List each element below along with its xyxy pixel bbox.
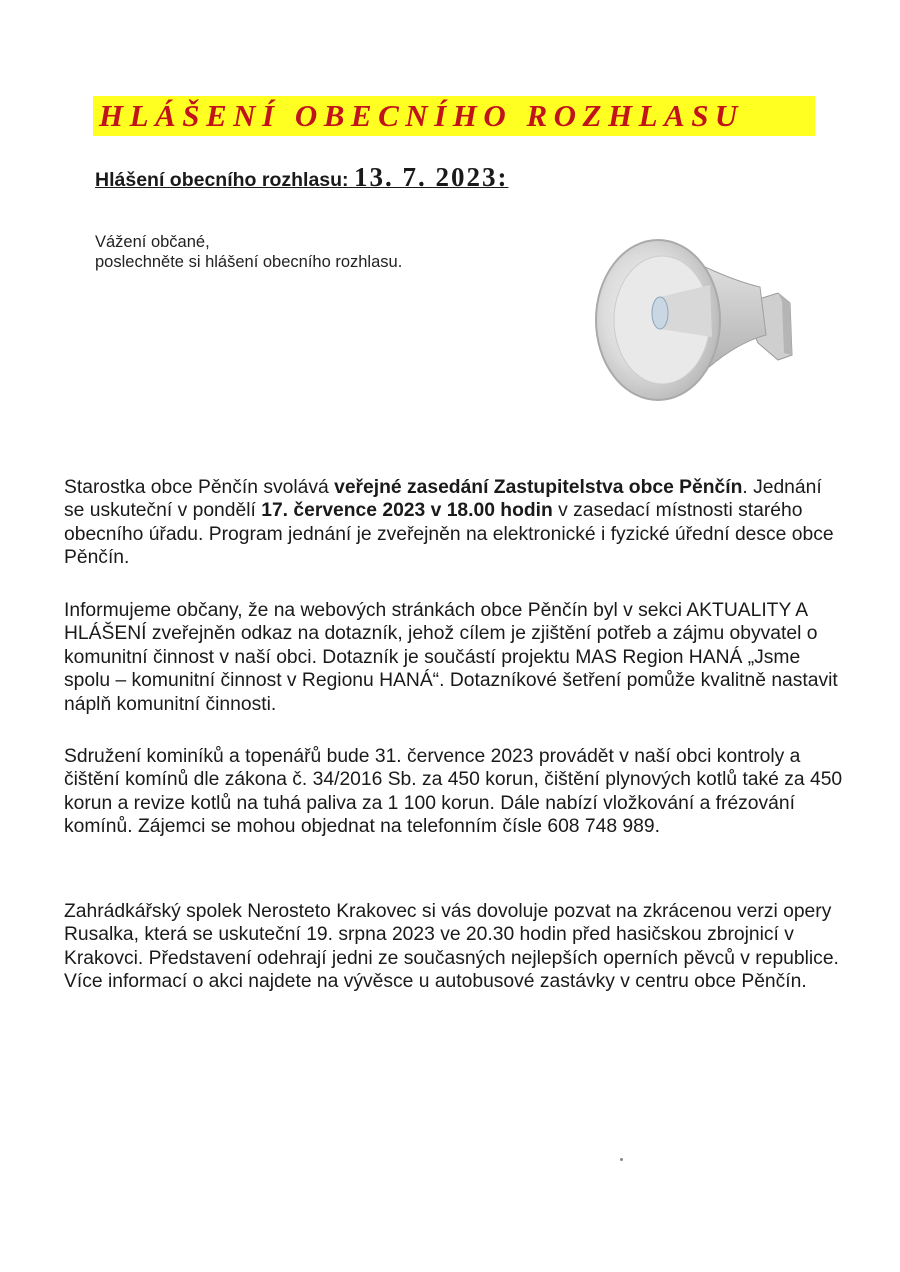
- greeting: [95, 232, 415, 272]
- paragraph-chimney-sweep: Sdružení kominíků a topenářů bude 31. července 2023 provádět v naší obci kontroly a čištění komínů dle zákona č. 34/2016 Sb. za 450 korun, čištění plynových kotlů také za 450 korun a revize kotlů na tuhá paliva za 1 100 korun. Dále nabízí vložkování a frézování komínů. Zájemci se mohou objednat na telefonním čísle 608 748 989.: [64, 746, 843, 838]
- megaphone-icon: [590, 225, 810, 405]
- banner-title: HLÁŠENÍ OBECNÍHO ROZHLASU: [93, 96, 815, 136]
- meeting-bold-1: veřejné zasedání Zastupitelstva obce Pěnčín: [334, 477, 743, 498]
- greeting-line-2: poslechněte si hlášení obecního rozhlasu.: [95, 253, 403, 271]
- paragraph-opera: Zahrádkářský spolek Nerosteto Krakovec si vás dovoluje pozvat na zkrácenou verzi opery Rusalka, která se uskuteční 19. srpna 2023 ve 20.30 hodin před hasičskou zbrojnicí v Krakovci. Představení odehrají jedni ze současných nejlepších operních pěvců v republice. Více informací o akci najdete na vývěsce u autobusové zastávky v centru obce Pěnčín.: [64, 901, 839, 993]
- meeting-text-1: Starostka obce Pěnčín svolává: [64, 477, 335, 498]
- announcement-subtitle: [95, 162, 508, 193]
- subtitle-date: 13. 7. 2023:: [353, 162, 509, 192]
- meeting-bold-2: 17. července 2023 v 18.00 hodin: [261, 500, 553, 522]
- greeting-line-1: Vážení občané,: [95, 233, 210, 251]
- scan-speck: [620, 1158, 623, 1161]
- meeting-text-3: v zasedací místnosti starého obecního úřadu. Program jednání je zveřejněn na elektronické i fyzické úřední desce obce Pěnčín.: [64, 500, 834, 569]
- subtitle-prefix: Hlášení obecního rozhlasu:: [95, 169, 349, 191]
- paragraph-questionnaire: Informujeme občany, že na webových stránkách obce Pěnčín byl v sekci AKTUALITY A HLÁŠENÍ zveřejněn odkaz na dotazník, jehož cílem je zjištění potřeb a zájmu obyvatel o komunitní činnost v naší obci. Dotazník je součástí projektu MAS Region HANÁ „Jsme spolu – komunitní činnost v Regionu HANÁ“. Dotazníkové šetření pomůže kvalitně nastavit náplň komunitní činnosti.: [64, 600, 838, 715]
- paragraph-meeting: [64, 476, 844, 570]
- meeting-text-2: . Jednání se uskuteční v pondělí: [64, 477, 822, 522]
